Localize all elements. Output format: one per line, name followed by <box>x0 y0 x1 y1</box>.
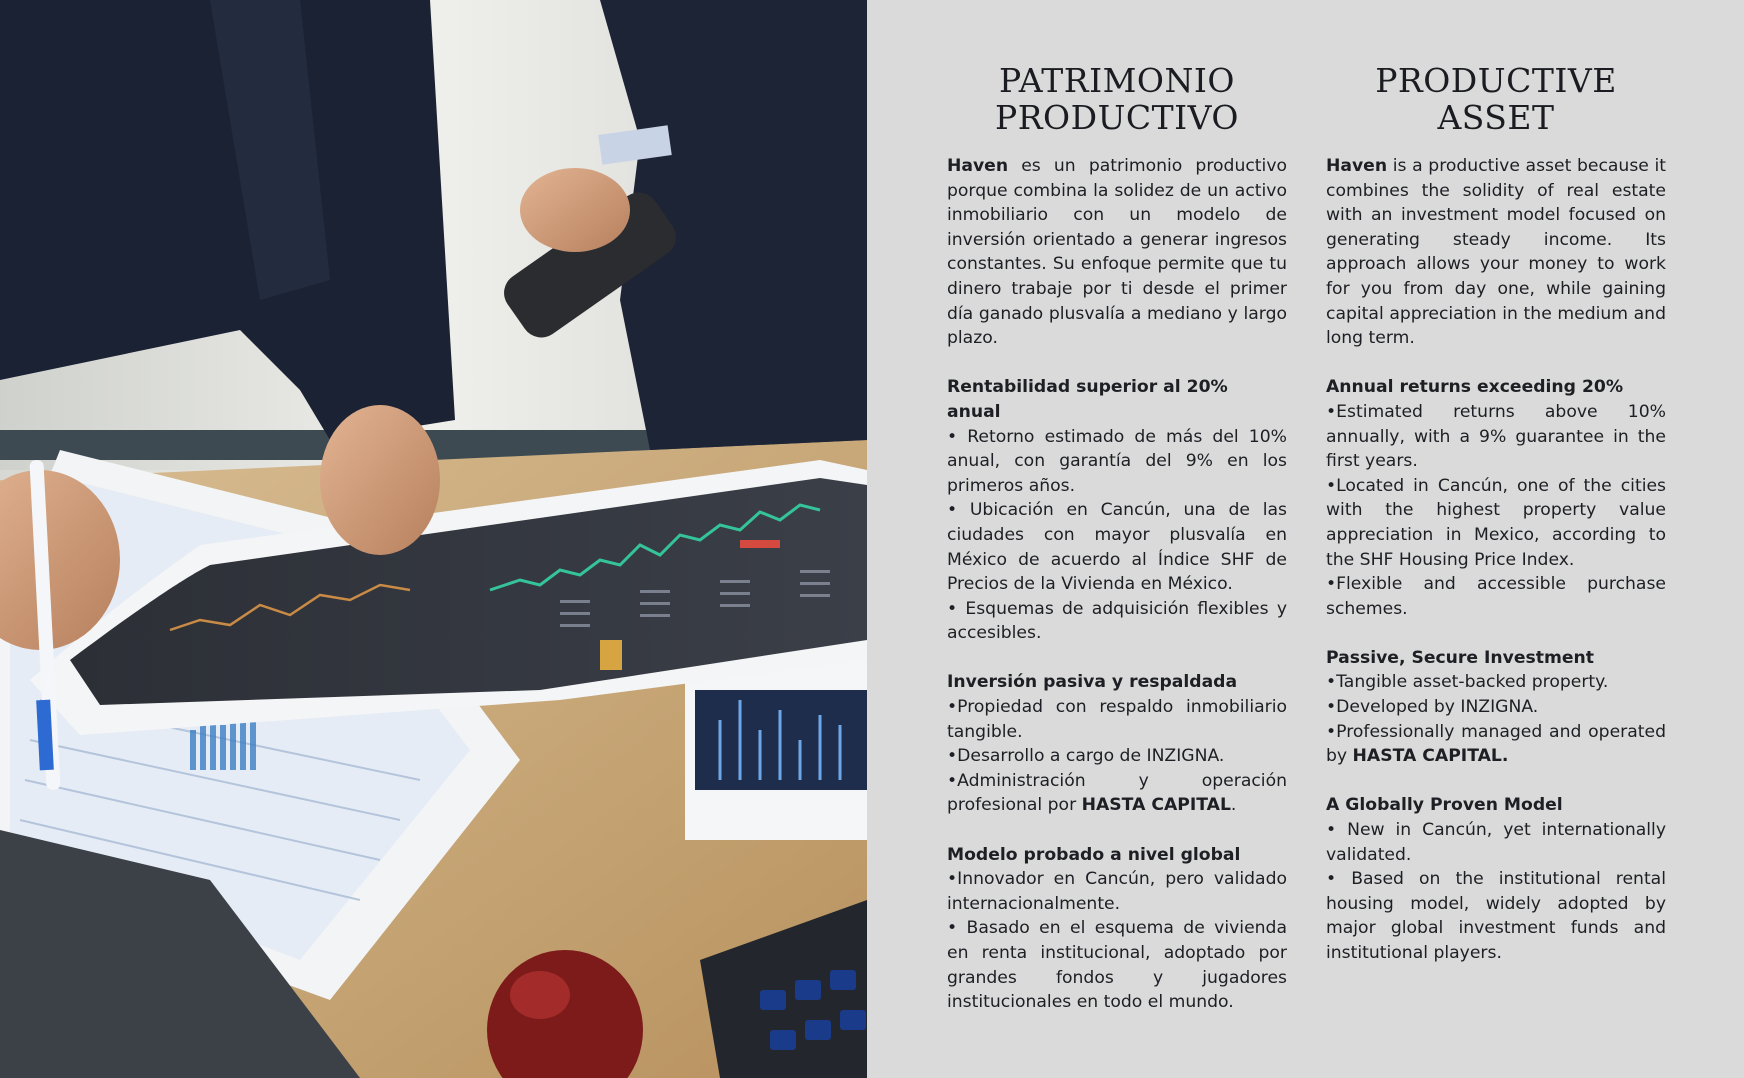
english-section-returns <box>1326 375 1666 621</box>
english-section-passive-heading: Passive, Secure Investment <box>1326 647 1594 668</box>
english-intro-text: is a productive asset because it combines the solidity of real estate with an investment model focused on generating steady income. Its approach allows your money to work for you from day one, while gaining capital appreciation in the medium and long term. <box>1326 156 1666 349</box>
english-title-line1: PRODUCTIVE <box>1375 61 1617 100</box>
text-page <box>867 0 1744 1078</box>
spanish-passive-item: •Propiedad con respaldo inmobiliario tangible. <box>947 697 1287 742</box>
english-returns-item: •Flexible and accessible purchase schemes. <box>1326 574 1666 619</box>
business-meeting-illustration <box>0 0 867 1078</box>
right-person-hand <box>520 168 630 252</box>
english-title-line2: ASSET <box>1437 98 1555 137</box>
english-intro <box>1326 154 1666 351</box>
spanish-section-returns-heading: Rentabilidad superior al 20% anual <box>947 377 1228 422</box>
english-section-global-heading: A Globally Proven Model <box>1326 795 1563 816</box>
spanish-intro-text: es un patrimonio productivo porque combina la solidez de un activo inmobiliario con un modelo de inversión orientado a generar ingresos constantes. Su enfoque permite que tu dinero trabaje por ti desde el primer día ganado plusvalía a mediano y largo plazo. <box>947 156 1287 349</box>
spanish-passive-item3-pre: •Administración y operación profesional por <box>947 770 1287 816</box>
spanish-returns-item: • Ubicación en Cancún, una de las ciudades con mayor plusvalía en México de acuerdo al Índice SHF de Precios de la Vivienda en México. <box>947 500 1287 595</box>
english-returns-item: •Located in Cancún, one of the cities with the highest property value appreciation in Mexico, according to the SHF Housing Price Index. <box>1326 475 1666 570</box>
english-section-passive <box>1326 646 1666 769</box>
english-passive-item <box>1326 720 1666 769</box>
spanish-section-passive <box>947 670 1287 818</box>
spanish-passive-item3-post: . <box>1230 795 1237 816</box>
spanish-intro <box>947 154 1287 351</box>
spanish-section-global <box>947 843 1287 1015</box>
english-section-global <box>1326 793 1666 965</box>
holding-hand <box>320 405 440 555</box>
spanish-global-item: • Basado en el esquema de vivienda en renta institucional, adoptado por grandes fondos y jugadores institucionales en todo el mundo. <box>947 918 1287 1013</box>
english-passive-item: •Developed by INZIGNA. <box>1326 697 1539 718</box>
spanish-hasta-capital: HASTA CAPITAL <box>1081 795 1231 816</box>
spanish-passive-item <box>947 769 1287 818</box>
yellow-indicator <box>600 640 622 670</box>
english-section-returns-heading: Annual returns exceeding 20% <box>1326 377 1624 398</box>
english-hasta-capital: HASTA CAPITAL. <box>1352 746 1509 767</box>
english-returns-item: •Estimated returns above 10% annually, with a 9% guarantee in the first years. <box>1326 401 1666 472</box>
english-global-item: • Based on the institutional rental housing model, widely adopted by major global investment funds and institutional players. <box>1326 869 1666 963</box>
english-global-item: • New in Cancún, yet internationally validated. <box>1326 820 1666 865</box>
red-indicator <box>740 540 780 548</box>
spanish-title-line2: PRODUCTIVO <box>995 98 1239 137</box>
spanish-returns-item: • Retorno estimado de más del 10% anual, con garantía del 9% en los primeros años. <box>947 426 1287 496</box>
spanish-section-returns <box>947 375 1287 646</box>
spanish-passive-item: •Desarrollo a cargo de INZIGNA. <box>947 746 1225 767</box>
english-intro-lead: Haven <box>1326 156 1388 176</box>
english-passive-item: •Tangible asset-backed property. <box>1326 672 1609 693</box>
english-passive-item3-pre: •Professionally managed and operated by <box>1326 721 1666 767</box>
spanish-section-global-heading: Modelo probado a nivel global <box>947 844 1241 865</box>
english-column <box>1326 62 1666 990</box>
spanish-intro-lead: Haven <box>947 156 1009 176</box>
spanish-column <box>947 62 1287 1039</box>
mouse-highlight <box>510 971 570 1019</box>
spanish-returns-item: • Esquemas de adquisición flexibles y accesibles. <box>947 598 1287 644</box>
spanish-section-passive-heading: Inversión pasiva y respaldada <box>947 672 1238 693</box>
spanish-title-line1: PATRIMONIO <box>999 61 1235 100</box>
spanish-global-item: •Innovador en Cancún, pero validado internacionalmente. <box>947 869 1287 914</box>
cover-photo <box>0 0 867 1078</box>
spanish-title <box>947 62 1287 136</box>
english-title <box>1326 62 1666 136</box>
